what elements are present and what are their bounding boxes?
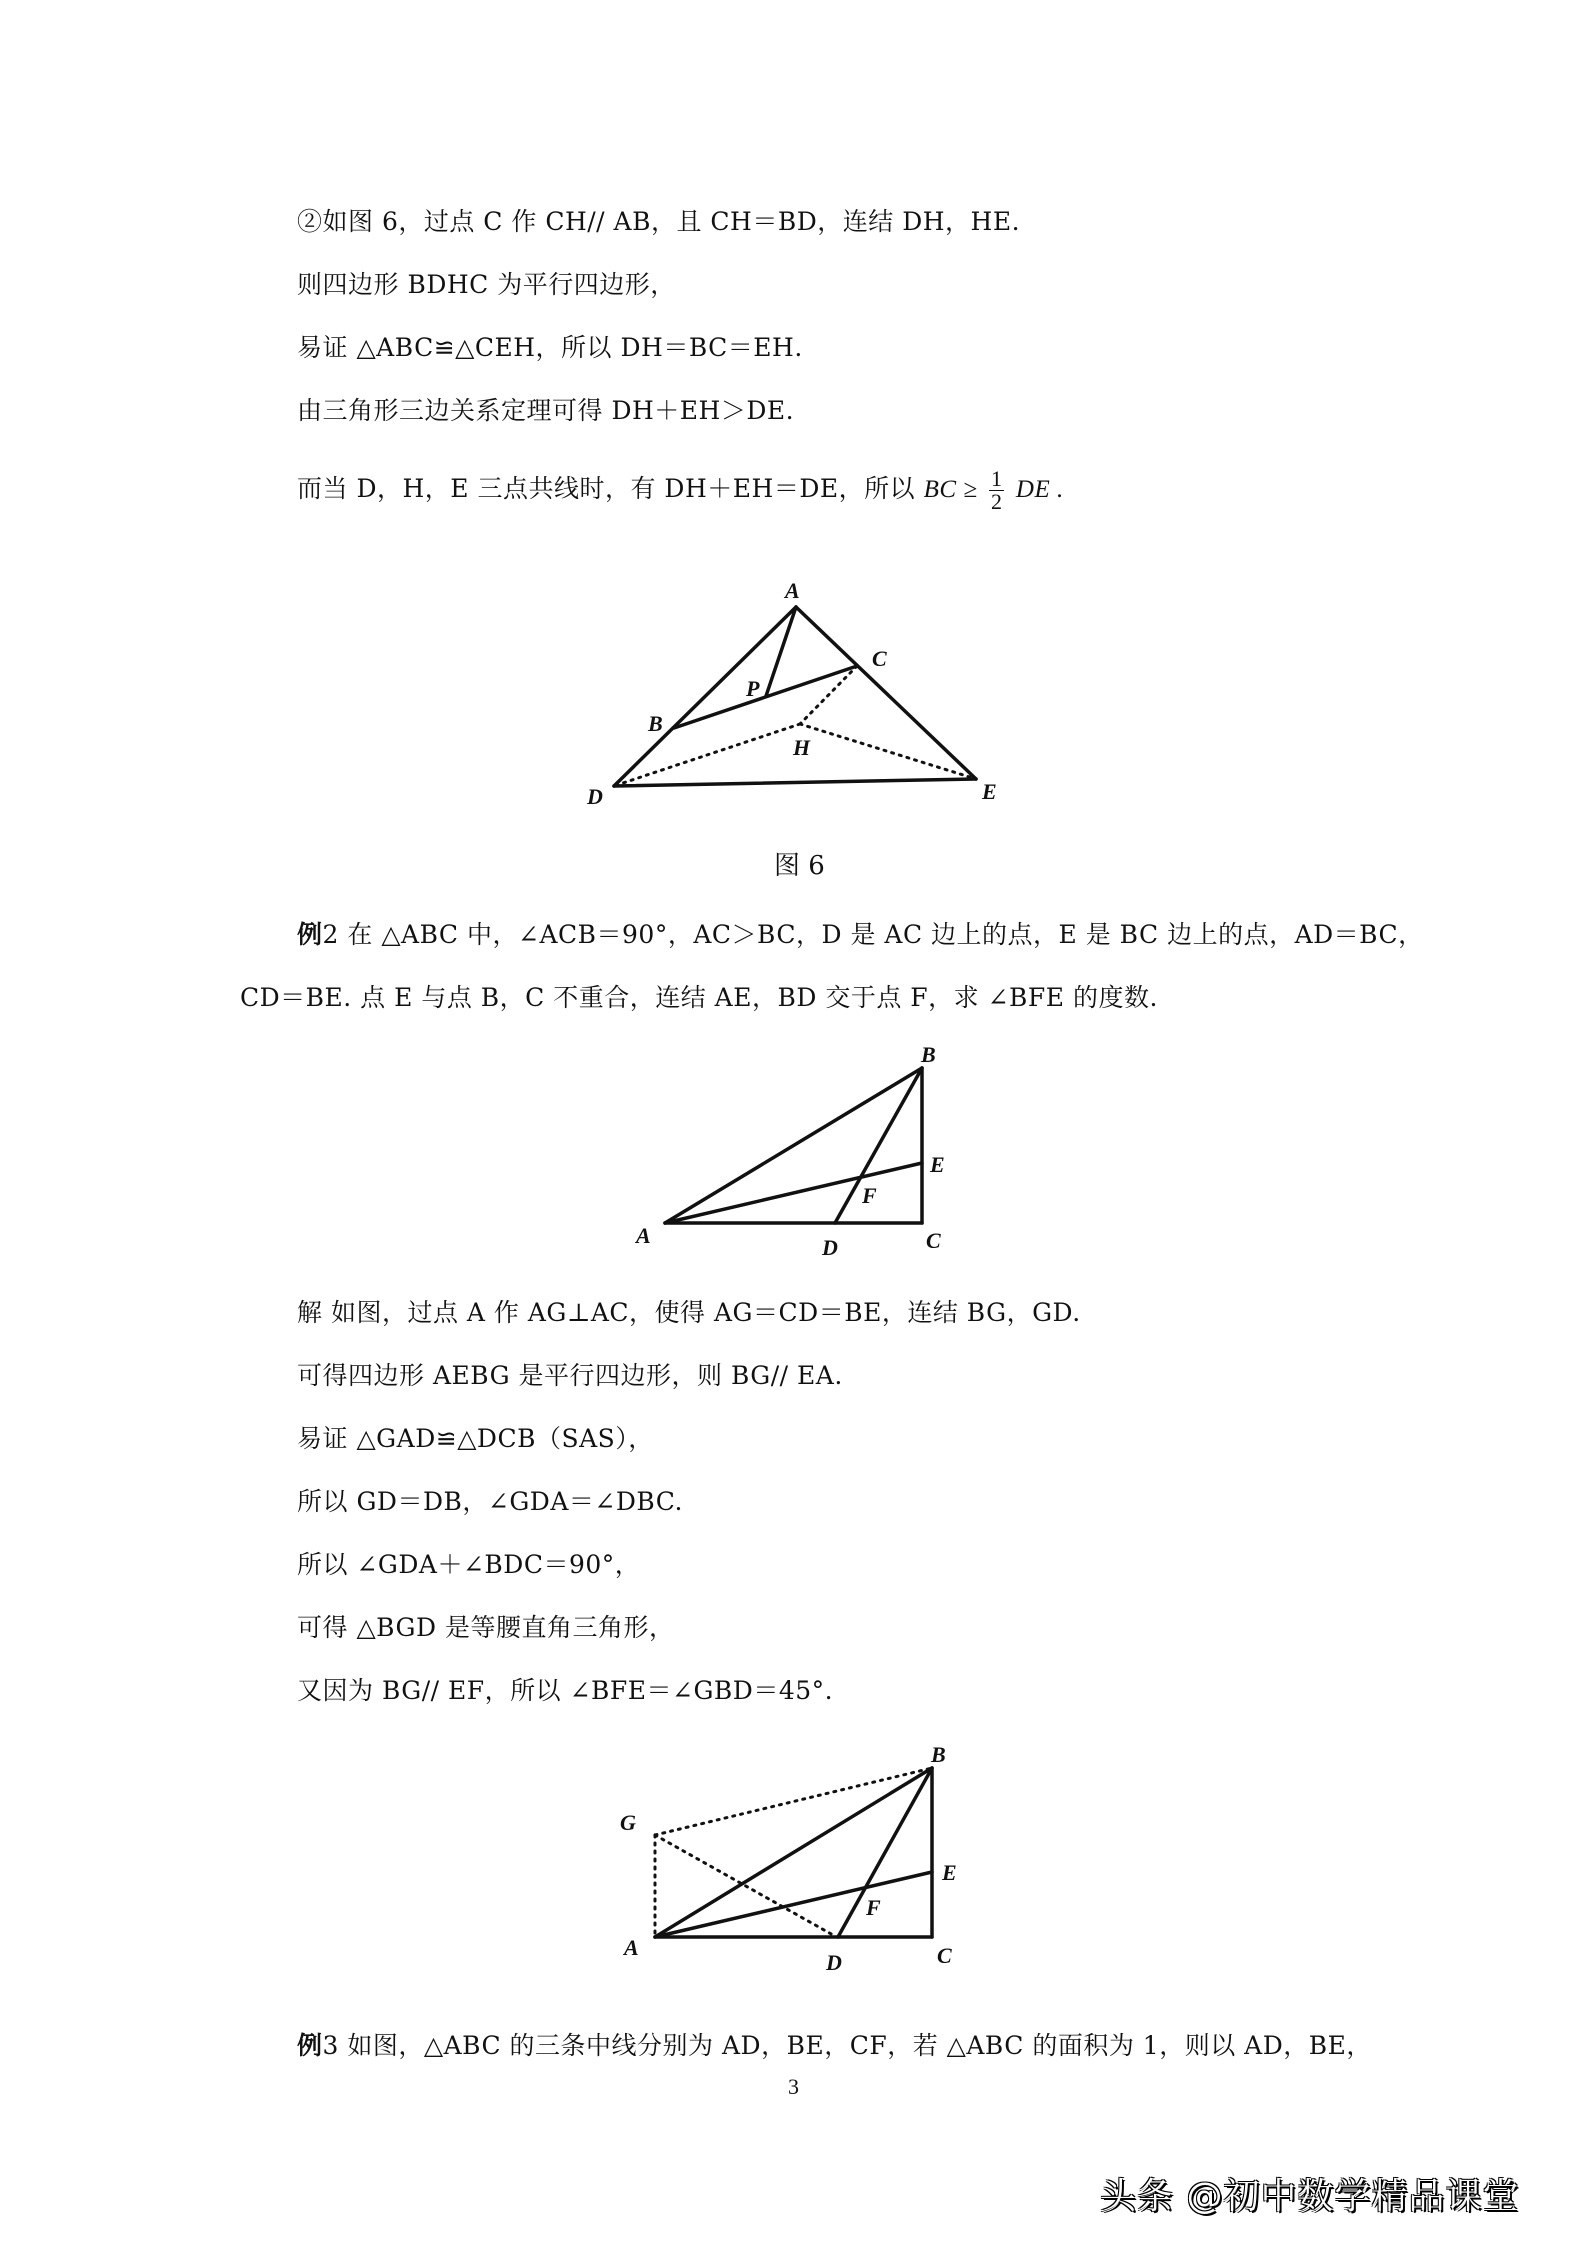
fig6-label-d: D: [587, 784, 603, 809]
solution2-line-2: 可得四边形 AEBG 是平行四边形，则 BG// EA.: [297, 1361, 843, 1390]
example2-line-1: [297, 919, 1424, 951]
sol2-label-b: B: [931, 1742, 946, 1767]
solution2-line-5: 所以 ∠GDA＋∠BDC＝90°，: [297, 1550, 641, 1579]
sol2-label-d: D: [826, 1950, 842, 1975]
ex2-label-b: B: [921, 1042, 936, 1067]
solution2-line-3: 易证 △GAD≌△DCB（SAS），: [297, 1424, 654, 1453]
fig6-label-b: B: [648, 711, 663, 736]
fraction-one-half: [989, 468, 1005, 513]
page-number: 3: [788, 2074, 799, 2099]
method2-line-1: ②如图 6，过点 C 作 CH// AB，且 CH＝BD，连结 DH，HE.: [297, 207, 1021, 236]
conclusion-lhs: BC ≥: [923, 476, 978, 503]
method2-line-5: [297, 468, 1064, 513]
method2-line-5-text: 而当 D，H，E 三点共线时，有 DH＋EH＝DE，所以: [297, 474, 916, 503]
example2-line-2: CD＝BE. 点 E 与点 B，C 不重合，连结 AE，BD 交于点 F，求 ∠BFE 的度数.: [240, 983, 1158, 1012]
example3-text-1: 3 如图，△ABC 的三条中线分别为 AD，BE，CF，若 △ABC 的面积为 1，则以 AD，BE，: [322, 2031, 1372, 2060]
ex2-label-c: C: [926, 1228, 941, 1253]
ex2-label-f: F: [862, 1183, 877, 1208]
sol2-label-e: E: [942, 1860, 957, 1885]
ex2-label-d: D: [822, 1235, 838, 1260]
sol2-label-c: C: [937, 1943, 952, 1968]
example3-label: 例: [297, 2031, 323, 2060]
sol2-label-f: F: [866, 1895, 881, 1920]
solution2-line-7: 又因为 BG// EF，所以 ∠BFE＝∠GBD＝45°.: [297, 1676, 834, 1705]
ex2-label-e: E: [930, 1152, 945, 1177]
fig6-label-p: P: [746, 676, 760, 701]
solution2-line-4: 所以 GD＝DB，∠GDA＝∠DBC.: [297, 1487, 683, 1516]
fig6-label-h: H: [793, 735, 811, 760]
solution2-line-6: 可得 △BGD 是等腰直角三角形，: [297, 1613, 675, 1642]
method2-line-4: 由三角形三边关系定理可得 DH＋EH＞DE.: [297, 396, 795, 425]
watermark: 头条 @初中数学精品课堂: [1100, 2176, 1520, 2217]
method2-line-3: 易证 △ABC≌△CEH，所以 DH＝BC＝EH.: [297, 333, 803, 362]
fig6-label-a: A: [785, 578, 800, 603]
fig6-label-c: C: [872, 646, 887, 671]
fraction-denominator: 2: [990, 489, 1003, 514]
fig6-label-e: E: [982, 779, 997, 804]
ex2-label-a: A: [636, 1223, 651, 1248]
fraction-numerator: 1: [990, 466, 1003, 491]
solution2-line-1: 解 如图，过点 A 作 AG⊥AC，使得 AG＝CD＝BE，连结 BG，GD.: [297, 1298, 1081, 1327]
example2-label: 例: [297, 920, 323, 949]
example3-line-1: [297, 2030, 1372, 2062]
conclusion-rhs: DE .: [1015, 476, 1064, 503]
example2-text-1: 2 在 △ABC 中，∠ACB＝90°，AC＞BC，D 是 AC 边上的点，E 是 BC 边上的点，AD＝BC，: [322, 920, 1424, 949]
sol2-label-g: G: [620, 1810, 636, 1835]
sol2-label-a: A: [624, 1935, 639, 1960]
figure-6-caption: 图 6: [774, 851, 825, 881]
method2-line-2: 则四边形 BDHC 为平行四边形，: [297, 270, 676, 299]
